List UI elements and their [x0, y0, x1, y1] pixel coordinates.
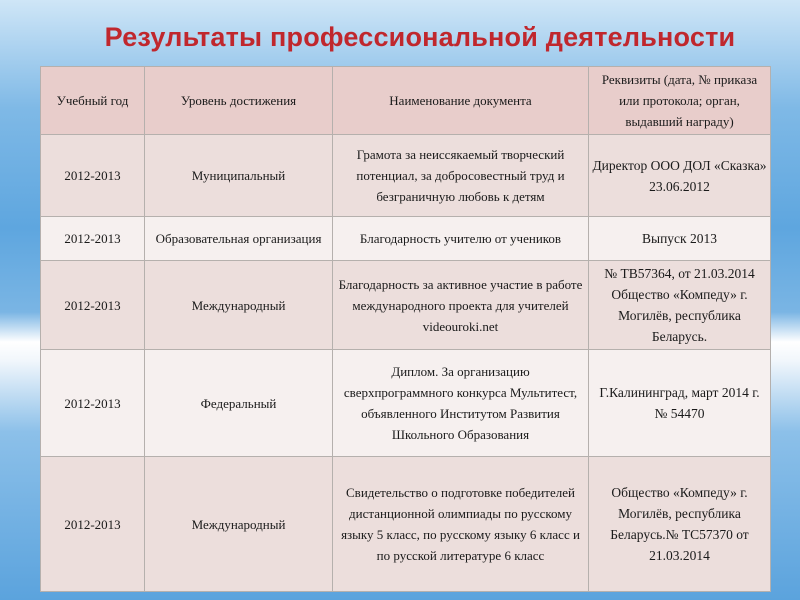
table-header-row [41, 67, 771, 135]
cell-document: Диплом. За организацию сверхпрограммного конкурса Мультитест, объявленного Институтом Развития Школьного Образования [333, 350, 589, 457]
header-cell-year: Учебный год [41, 67, 145, 135]
cell-document: Грамота за неиссякаемый творческий потенциал, за добросовестный труд и безграничную любовь к детям [333, 135, 589, 217]
cell-document: Благодарность учителю от учеников [333, 217, 589, 261]
cell-document: Благодарность за активное участие в работе международного проекта для учителей videouroki.net [333, 261, 589, 350]
cell-level: Федеральный [145, 350, 333, 457]
cell-details: № ТВ57364, от 21.03.2014 Общество «Компеду» г. Могилёв, республика Беларусь. [589, 261, 771, 350]
cell-details: Выпуск 2013 [589, 217, 771, 261]
cell-level: Международный [145, 457, 333, 592]
cell-document: Свидетельство о подготовке победителей дистанционной олимпиады по русскому языку 5 класс, по русскому языку 6 класс и по русской литературе 6 класс [333, 457, 589, 592]
table-row [41, 350, 771, 457]
cell-details: Директор ООО ДОЛ «Сказка» 23.06.2012 [589, 135, 771, 217]
cell-details: Общество «Компеду» г. Могилёв, республика Беларусь.№ ТС57370 от 21.03.2014 [589, 457, 771, 592]
cell-year: 2012-2013 [41, 217, 145, 261]
cell-details: Г.Калининград, март 2014 г. № 54470 [589, 350, 771, 457]
cell-year: 2012-2013 [41, 135, 145, 217]
cell-level: Образовательная организация [145, 217, 333, 261]
header-cell-details: Реквизиты (дата, № приказа или протокола; орган, выдавший награду) [589, 67, 771, 135]
table-row [41, 261, 771, 350]
header-cell-document: Наименование документа [333, 67, 589, 135]
cell-year: 2012-2013 [41, 350, 145, 457]
cell-year: 2012-2013 [41, 261, 145, 350]
header-cell-level: Уровень достижения [145, 67, 333, 135]
table-row [41, 217, 771, 261]
cell-year: 2012-2013 [41, 457, 145, 592]
table-row [41, 457, 771, 592]
table-row [41, 135, 771, 217]
cell-level: Муниципальный [145, 135, 333, 217]
slide-title: Результаты профессиональной деятельности [104, 22, 736, 52]
cell-level: Международный [145, 261, 333, 350]
results-table [40, 66, 771, 592]
